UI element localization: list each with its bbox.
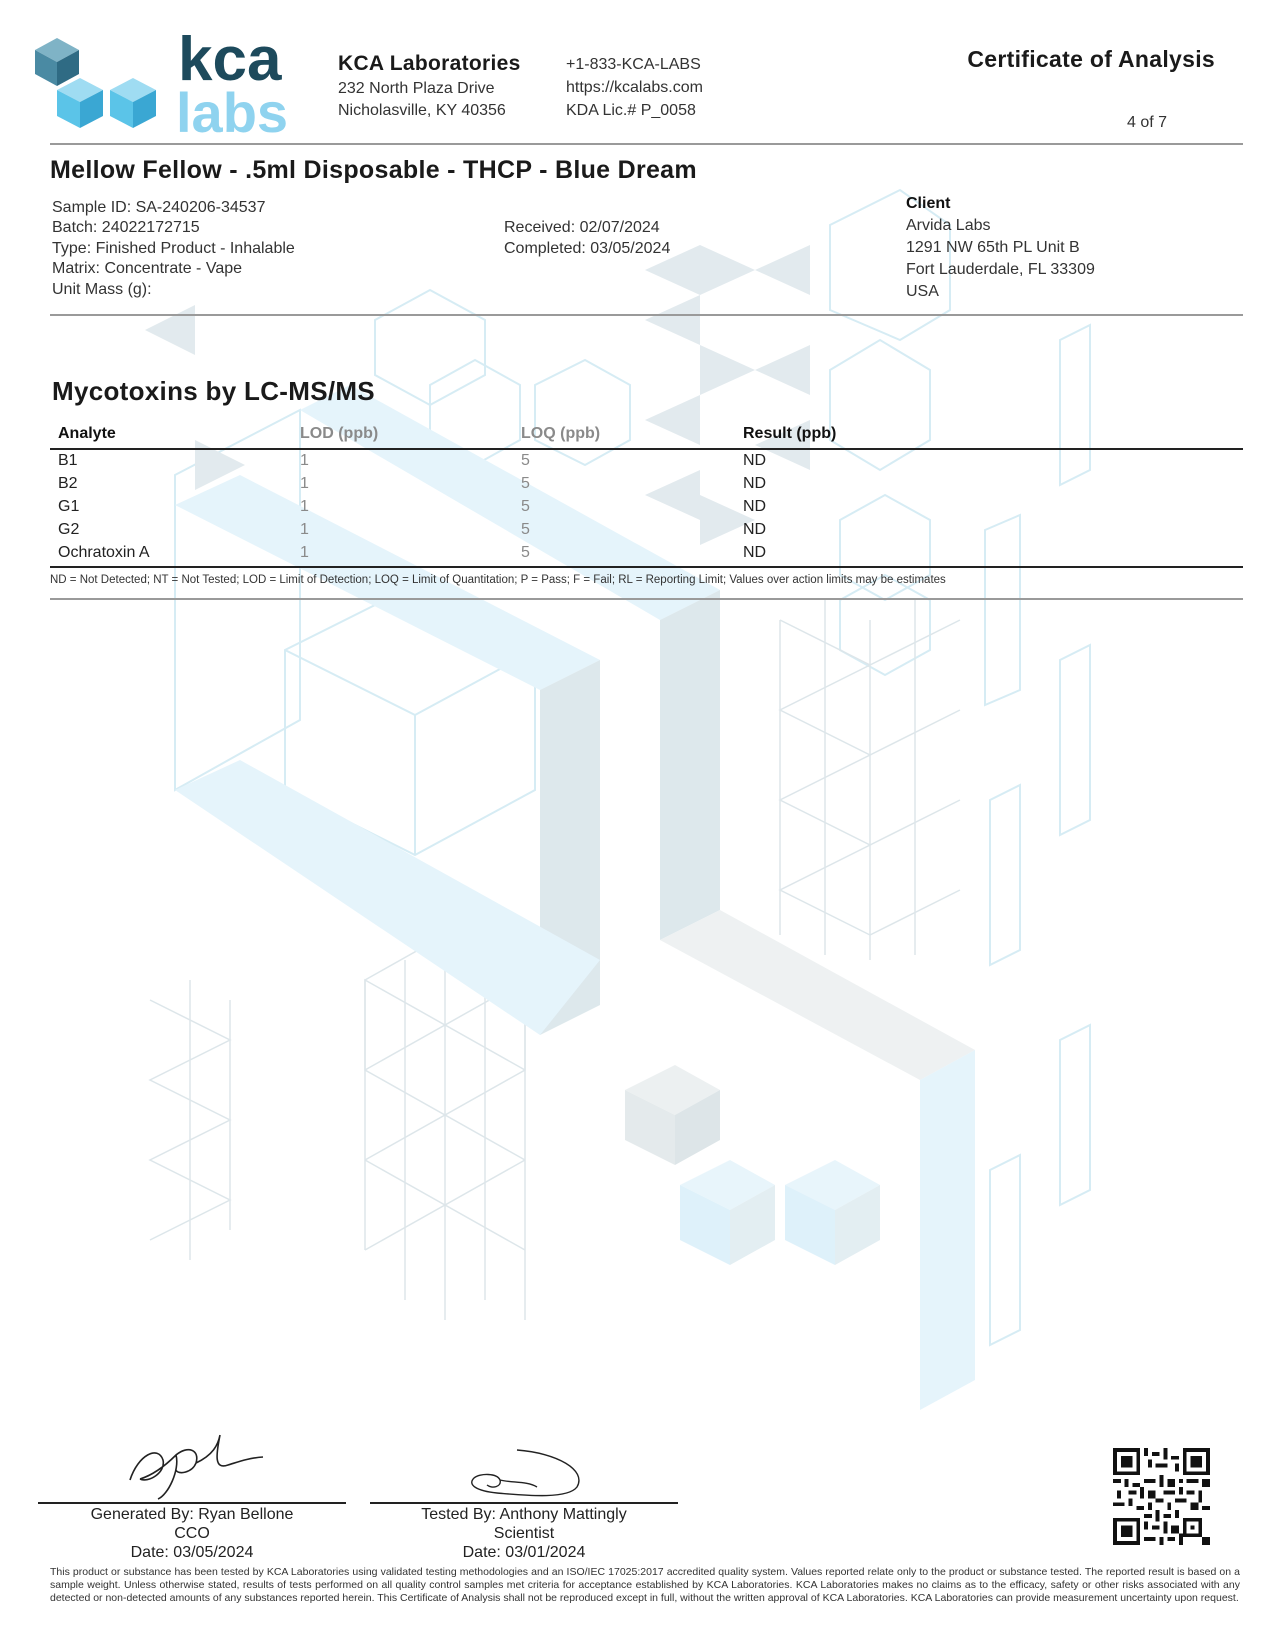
- tested-role: Scientist: [493, 1525, 555, 1542]
- tested-date: Date: 03/01/2024: [462, 1544, 586, 1561]
- section-title: Mycotoxins by LC-MS/MS: [52, 376, 375, 406]
- logo-text-labs: labs: [176, 81, 289, 138]
- client-address2: Fort Lauderdale, FL 33309: [906, 261, 1095, 278]
- col-header-analyte: Analyte: [58, 425, 116, 442]
- signature-line-tested: [370, 1502, 678, 1504]
- page-number: 4 of 7: [1126, 114, 1167, 131]
- col-header-result: Result (ppb): [743, 425, 837, 442]
- table-cell-lod: 1: [300, 498, 309, 515]
- table-cell-loq: 5: [521, 498, 530, 515]
- client-heading: Client: [906, 195, 951, 212]
- signature-ryan-bellone: [118, 1425, 268, 1505]
- batch: Batch: 24022172715: [52, 219, 200, 236]
- sample-id: Sample ID: SA-240206-34537: [52, 199, 266, 216]
- table-cell-analyte: B2: [58, 475, 78, 492]
- table-bottom-rule: [50, 566, 1243, 568]
- table-cell-result: ND: [743, 544, 767, 561]
- product-type: Type: Finished Product - Inhalable: [52, 240, 295, 257]
- signature-line-generated: [38, 1502, 346, 1504]
- table-cell-lod: 1: [300, 521, 309, 538]
- table-cell-loq: 5: [521, 544, 530, 561]
- logo-text-kca: kca: [178, 28, 282, 94]
- client-country: USA: [906, 283, 939, 300]
- info-divider: [50, 314, 1243, 316]
- product-name: Mellow Fellow - .5ml Disposable - THCP - Blue Dream: [50, 156, 697, 184]
- table-cell-loq: 5: [521, 452, 530, 469]
- table-cell-lod: 1: [300, 452, 309, 469]
- lab-phone: +1-833-KCA-LABS: [566, 56, 701, 73]
- lab-license: KDA Lic.# P_0058: [566, 102, 696, 119]
- matrix: Matrix: Concentrate - Vape: [52, 260, 243, 277]
- table-cell-loq: 5: [521, 475, 530, 492]
- legal-disclaimer: This product or substance has been tested by KCA Laboratories using validated testing methodologies and an ISO/IEC 17025:2017 accredited quality system. Values reported relate only to the product or substance tested. The reported result is based on a sample weight. Unless otherwise stated, results of tests performed on all quality control samples met criteria for acceptance established by KCA Laboratories. KCA Laboratories makes no claims as to the efficacy, safety or other risks associated with any detected or non-detected amounts of any substances reported herein. This Certificate of Analysis shall not be reproduced except in full, without the written approval of KCA Laboratories. KCA Laboratories can provide measurement uncertainty upon request.: [50, 1566, 1240, 1604]
- lab-address-line2: Nicholasville, KY 40356: [338, 102, 506, 119]
- table-footnote: ND = Not Detected; NT = Not Tested; LOD = Limit of Detection; LOQ = Limit of Quantitation; P = Pass; F = Fail; RL = Reporting Limit; Values over action limits may be estimates: [50, 574, 946, 586]
- table-cell-result: ND: [743, 498, 767, 515]
- lab-name: KCA Laboratories: [338, 52, 521, 75]
- signature-block-tested: [370, 1505, 678, 1562]
- kca-labs-logo: [30, 28, 310, 138]
- signature-block-generated: [38, 1505, 346, 1562]
- signature-anthony-mattingly: [462, 1445, 592, 1500]
- table-cell-analyte: B1: [58, 452, 78, 469]
- completed-date: Completed: 03/05/2024: [504, 240, 671, 257]
- client-name: Arvida Labs: [906, 217, 991, 234]
- table-cell-result: ND: [743, 521, 767, 538]
- generated-date: Date: 03/05/2024: [130, 1544, 254, 1561]
- col-header-lod: LOD (ppb): [300, 425, 379, 442]
- unit-mass: Unit Mass (g):: [52, 281, 152, 298]
- table-cell-result: ND: [743, 452, 767, 469]
- header-divider: [50, 143, 1243, 145]
- client-address1: 1291 NW 65th PL Unit B: [906, 239, 1080, 256]
- table-header-rule: [50, 448, 1243, 450]
- generated-role: CCO: [174, 1525, 210, 1542]
- table-cell-analyte: Ochratoxin A: [58, 544, 150, 561]
- received-date: Received: 02/07/2024: [504, 219, 660, 236]
- lab-address-line1: 232 North Plaza Drive: [338, 80, 495, 97]
- table-cell-lod: 1: [300, 475, 309, 492]
- table-cell-analyte: G1: [58, 498, 80, 515]
- col-header-loq: LOQ (ppb): [521, 425, 601, 442]
- table-divider: [50, 598, 1243, 600]
- table-cell-lod: 1: [300, 544, 309, 561]
- table-cell-result: ND: [743, 475, 767, 492]
- generated-by: Generated By: Ryan Bellone: [90, 1506, 294, 1523]
- tested-by: Tested By: Anthony Mattingly: [421, 1506, 627, 1523]
- lab-website[interactable]: https://kcalabs.com: [566, 79, 703, 96]
- qr-code-icon[interactable]: [1113, 1448, 1210, 1545]
- table-cell-loq: 5: [521, 521, 530, 538]
- document-title: Certificate of Analysis: [967, 46, 1215, 72]
- table-cell-analyte: G2: [58, 521, 80, 538]
